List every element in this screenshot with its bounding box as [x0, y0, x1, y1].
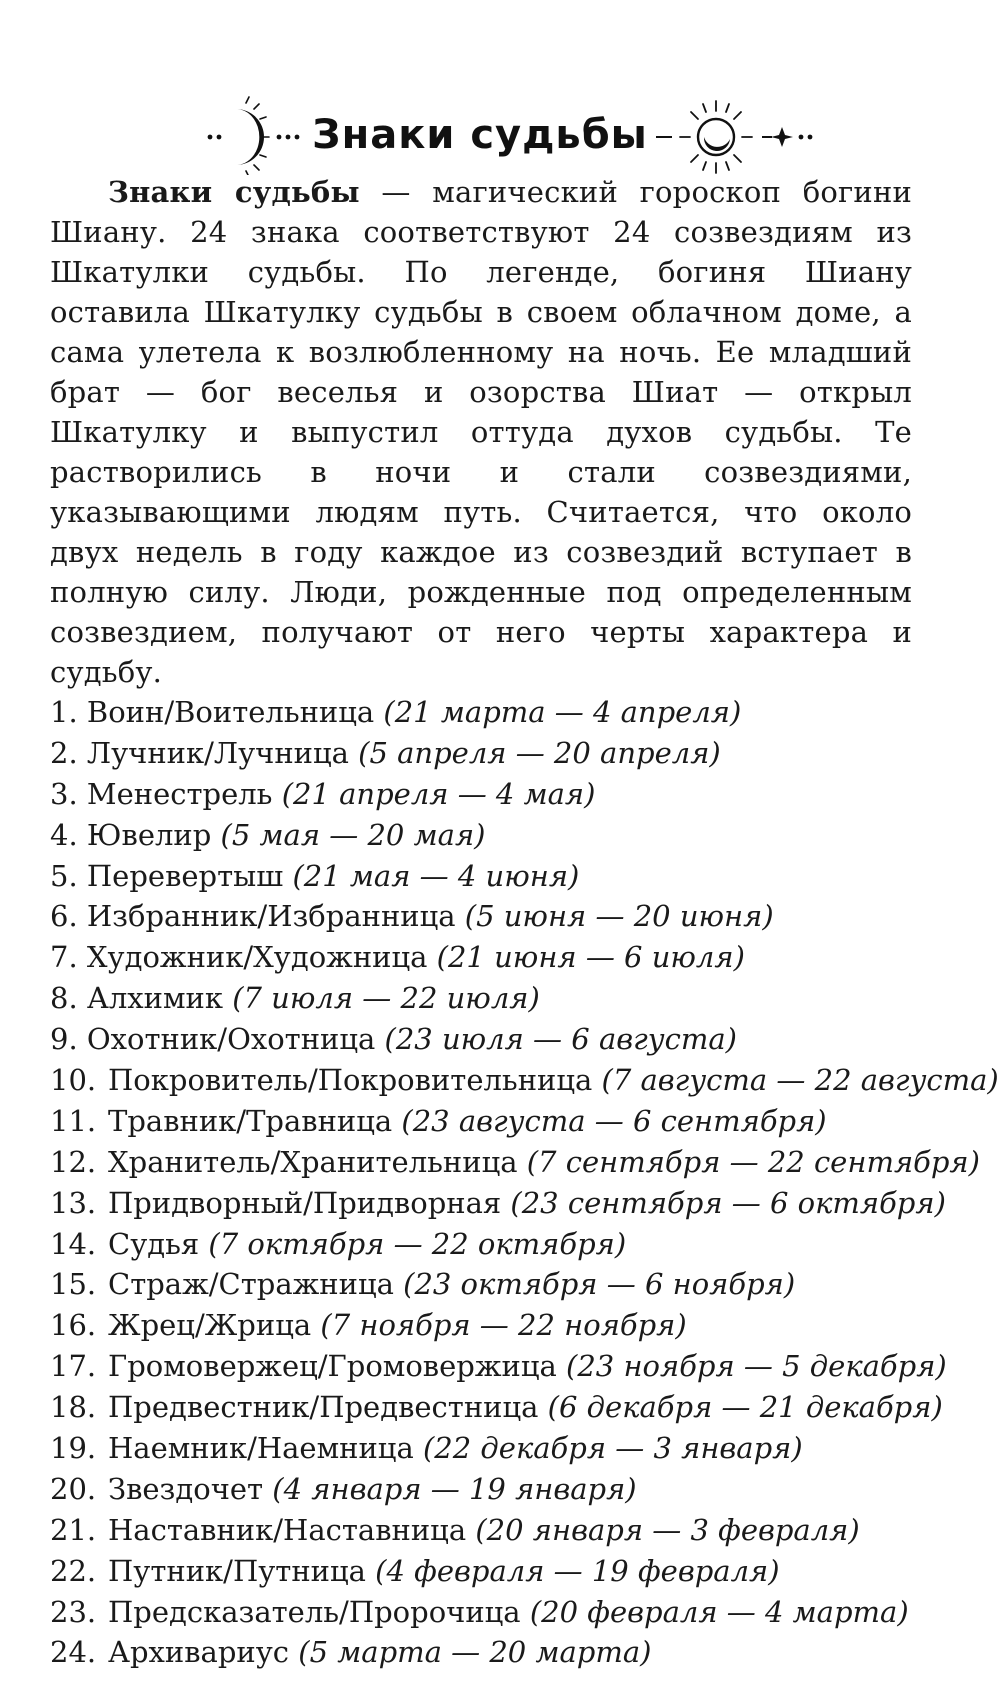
list-item	[50, 1346, 947, 1387]
list-item	[50, 1428, 912, 1469]
sign-name: Лучник/Лучница	[86, 735, 349, 770]
sign-number: 6.	[50, 899, 78, 934]
moon-ornament-icon	[206, 95, 306, 175]
sign-name: Придворный/Придворная	[108, 1185, 502, 1220]
intro-text: — магический гороскоп богини Шиану. 24 знака соответствуют 24 созвездиям из Шкатулки судьбы. По легенде, богиня Шиану оставила Шкатулку судьбы в своем облачном доме, а сама улетела к возлюбленному на ночь. Ее младший брат — бог веселья и озорства Шиат — открыл Шкатулку и выпустил оттуда духов судьбы. Те растворились в ночи и стали созвездиями, указывающими людям путь. Считается, что около двух недель в году каждое из созвездий вступает в полную силу. Люди, рожденные под определенным созвездием, получают от него черты характера и судьбу.	[50, 175, 912, 689]
sign-dates: (7 июля — 22 июля)	[232, 981, 540, 1016]
page-title: Знаки судьбы	[312, 112, 648, 158]
sun-ornament-icon	[654, 95, 814, 175]
list-item	[50, 1510, 912, 1551]
list-item	[50, 1101, 912, 1142]
sign-name: Судья	[108, 1226, 200, 1261]
list-item	[50, 733, 912, 774]
sign-number: 17.	[50, 1349, 97, 1384]
sign-number: 19.	[50, 1431, 97, 1466]
sign-dates: (6 декабря — 21 декабря)	[547, 1390, 943, 1425]
sign-dates: (7 октября — 22 октября)	[208, 1226, 627, 1261]
list-item	[50, 1183, 946, 1224]
sign-name: Алхимик	[86, 981, 223, 1016]
list-item	[50, 856, 912, 897]
list-item	[50, 1469, 912, 1510]
list-item	[50, 815, 912, 856]
list-item	[50, 1305, 912, 1346]
list-item	[50, 1142, 980, 1183]
sign-number: 2.	[50, 735, 78, 770]
text-block	[50, 172, 999, 1673]
list-item	[50, 1224, 912, 1265]
sign-dates: (5 апреля — 20 апреля)	[358, 735, 721, 770]
list-item	[50, 978, 912, 1019]
sign-dates: (20 февраля — 4 марта)	[529, 1594, 909, 1629]
sign-number: 16.	[50, 1308, 97, 1343]
sign-dates: (23 ноября — 5 декабря)	[566, 1349, 947, 1384]
sign-number: 7.	[50, 940, 78, 975]
sign-number: 18.	[50, 1390, 97, 1425]
sign-name: Перевертыш	[86, 858, 284, 893]
sign-number: 22.	[50, 1553, 97, 1588]
sign-dates: (5 мая — 20 мая)	[220, 817, 486, 852]
sign-name: Звездочет	[108, 1471, 264, 1506]
sign-name: Архивариус	[108, 1635, 290, 1670]
sign-name: Предсказатель/Пророчица	[108, 1594, 521, 1629]
sign-number: 21.	[50, 1512, 97, 1547]
sign-number: 20.	[50, 1471, 97, 1506]
sign-dates: (21 июня — 6 июля)	[436, 940, 745, 975]
sign-number: 1.	[50, 695, 78, 729]
sign-number: 10.	[50, 1063, 97, 1098]
sign-name: Наемник/Наемница	[108, 1431, 414, 1466]
sign-name: Жрец/Жрица	[108, 1308, 312, 1343]
sign-name: Травник/Травница	[108, 1103, 393, 1138]
sign-dates: (7 сентября — 22 сентября)	[526, 1144, 980, 1179]
intro-bold-lead: Знаки судьбы	[108, 175, 360, 209]
sign-name: Охотник/Охотница	[86, 1022, 376, 1057]
list-item	[50, 1551, 912, 1592]
sign-number: 15.	[50, 1267, 97, 1302]
sign-name: Покровитель/Покровительница	[108, 1063, 593, 1098]
sign-number: 13.	[50, 1185, 97, 1220]
intro-paragraph	[50, 172, 912, 692]
sign-name: Менестрель	[86, 776, 273, 811]
sign-dates: (23 сентября — 6 октября)	[510, 1185, 946, 1220]
signs-list	[50, 692, 999, 1673]
sign-dates: (5 марта — 20 марта)	[298, 1635, 652, 1670]
list-item	[50, 1019, 912, 1060]
sign-number: 14.	[50, 1226, 97, 1261]
sign-name: Наставник/Наставница	[108, 1512, 467, 1547]
sign-name: Хранитель/Хранительница	[108, 1144, 518, 1179]
sign-dates: (20 января — 3 февраля)	[475, 1512, 860, 1547]
sign-dates: (4 января — 19 января)	[272, 1471, 637, 1506]
sign-number: 11.	[50, 1103, 97, 1138]
sign-dates: (7 августа — 22 августа)	[601, 1063, 999, 1098]
sign-dates: (21 марта — 4 апреля)	[383, 695, 742, 729]
list-item	[50, 1592, 912, 1633]
sign-name: Страж/Стражница	[108, 1267, 394, 1302]
sign-number: 5.	[50, 858, 78, 893]
sign-dates: (21 мая — 4 июня)	[292, 858, 580, 893]
sign-dates: (7 ноября — 22 ноября)	[320, 1308, 687, 1343]
sign-name: Ювелир	[86, 817, 212, 852]
sign-number: 24.	[50, 1635, 97, 1670]
sign-dates: (23 октября — 6 ноября)	[403, 1267, 796, 1302]
sign-number: 9.	[50, 1022, 78, 1057]
sign-number: 12.	[50, 1144, 97, 1179]
sign-dates: (23 августа — 6 сентября)	[401, 1103, 827, 1138]
sign-dates: (5 июня — 20 июня)	[464, 899, 774, 934]
sign-name: Художник/Художница	[86, 940, 428, 975]
sign-dates: (23 июля — 6 августа)	[384, 1022, 737, 1057]
list-item	[50, 774, 912, 815]
sign-dates: (21 апреля — 4 мая)	[281, 776, 596, 811]
sign-name: Избранник/Избранница	[86, 899, 456, 934]
list-item	[50, 1632, 912, 1673]
sign-name: Громовержец/Громовержица	[108, 1349, 557, 1384]
sign-dates: (4 февраля — 19 февраля)	[375, 1553, 780, 1588]
sign-name: Путник/Путница	[108, 1553, 366, 1588]
sign-number: 3.	[50, 776, 78, 811]
list-item	[50, 937, 912, 978]
sign-number: 8.	[50, 981, 78, 1016]
list-item	[50, 692, 912, 733]
list-item	[50, 1060, 999, 1101]
sign-name: Предвестник/Предвестница	[108, 1390, 539, 1425]
sign-name: Воин/Воительница	[86, 695, 375, 729]
list-item	[50, 1387, 943, 1428]
sign-number: 23.	[50, 1594, 97, 1629]
list-item	[50, 1264, 912, 1305]
sign-number: 4.	[50, 817, 78, 852]
sign-dates: (22 декабря — 3 января)	[422, 1431, 803, 1466]
list-item	[50, 896, 912, 937]
